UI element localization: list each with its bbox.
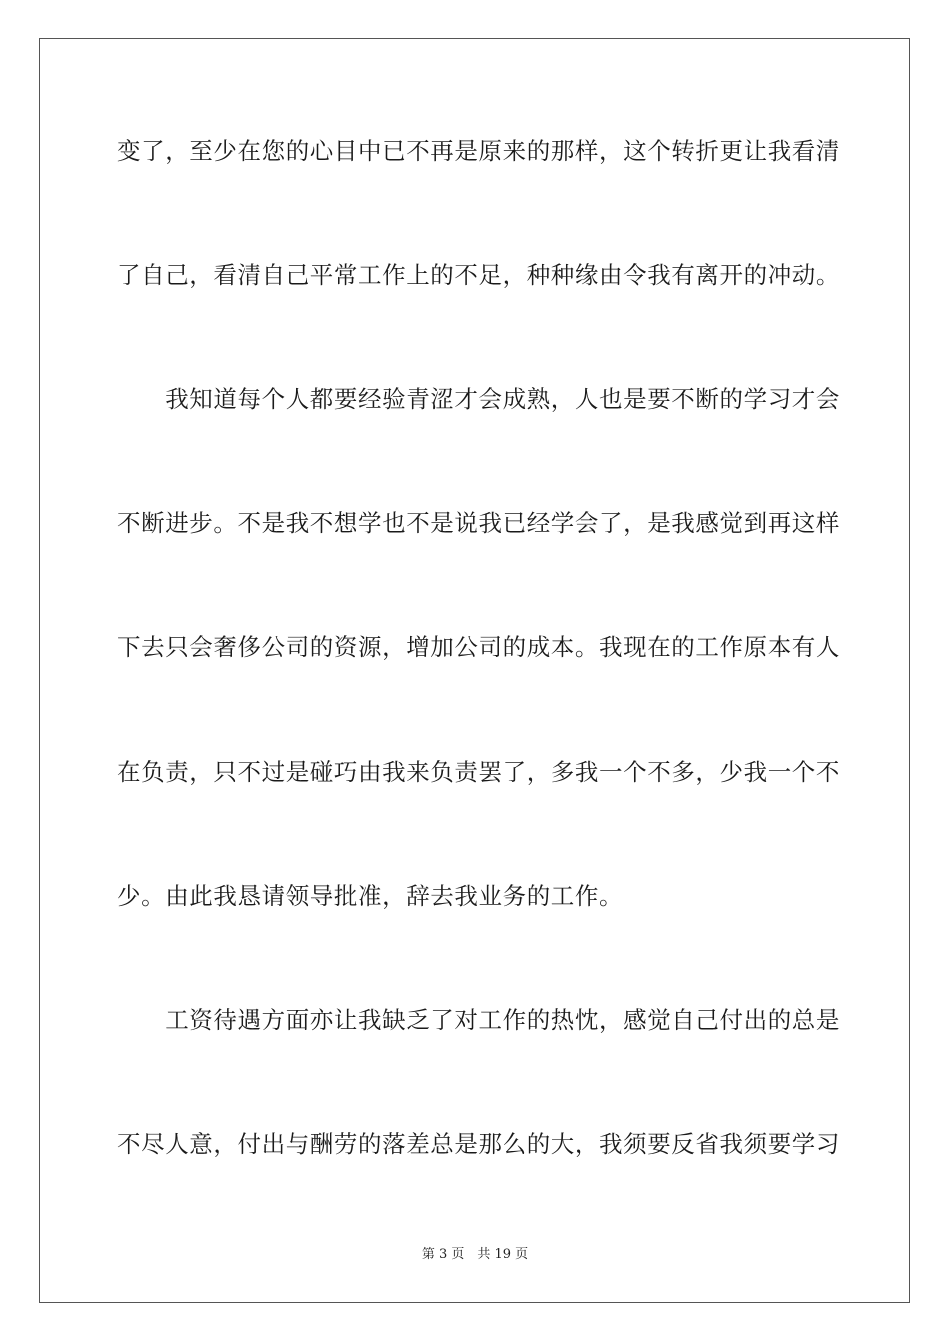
body-text-line: 变了，至少在您的心目中已不再是原来的那样，这个转折更让我看清 xyxy=(117,137,840,165)
body-text-line: 了自己，看清自己平常工作上的不足，种种缘由令我有离开的冲动。 xyxy=(117,261,840,289)
body-text-line: 在负责，只不过是碰巧由我来负责罢了，多我一个不多，少我一个不 xyxy=(117,758,840,786)
body-text-line: 下去只会奢侈公司的资源，增加公司的成本。我现在的工作原本有人 xyxy=(117,633,840,661)
body-text-line: 工资待遇方面亦让我缺乏了对工作的热忱，感觉自己付出的总是 xyxy=(117,1006,840,1034)
page-border xyxy=(39,38,910,1303)
page-number-footer: 第 3 页 共 19 页 xyxy=(421,1247,529,1262)
body-text-line: 不断进步。不是我不想学也不是说我已经学会了，是我感觉到再这样 xyxy=(117,509,840,537)
body-text-line: 不尽人意，付出与酬劳的落差总是那么的大，我须要反省我须要学习 xyxy=(117,1130,840,1158)
body-text-line: 我知道每个人都要经验青涩才会成熟，人也是要不断的学习才会 xyxy=(117,385,840,413)
body-text-line: 少。由此我恳请领导批准，辞去我业务的工作。 xyxy=(117,882,624,910)
